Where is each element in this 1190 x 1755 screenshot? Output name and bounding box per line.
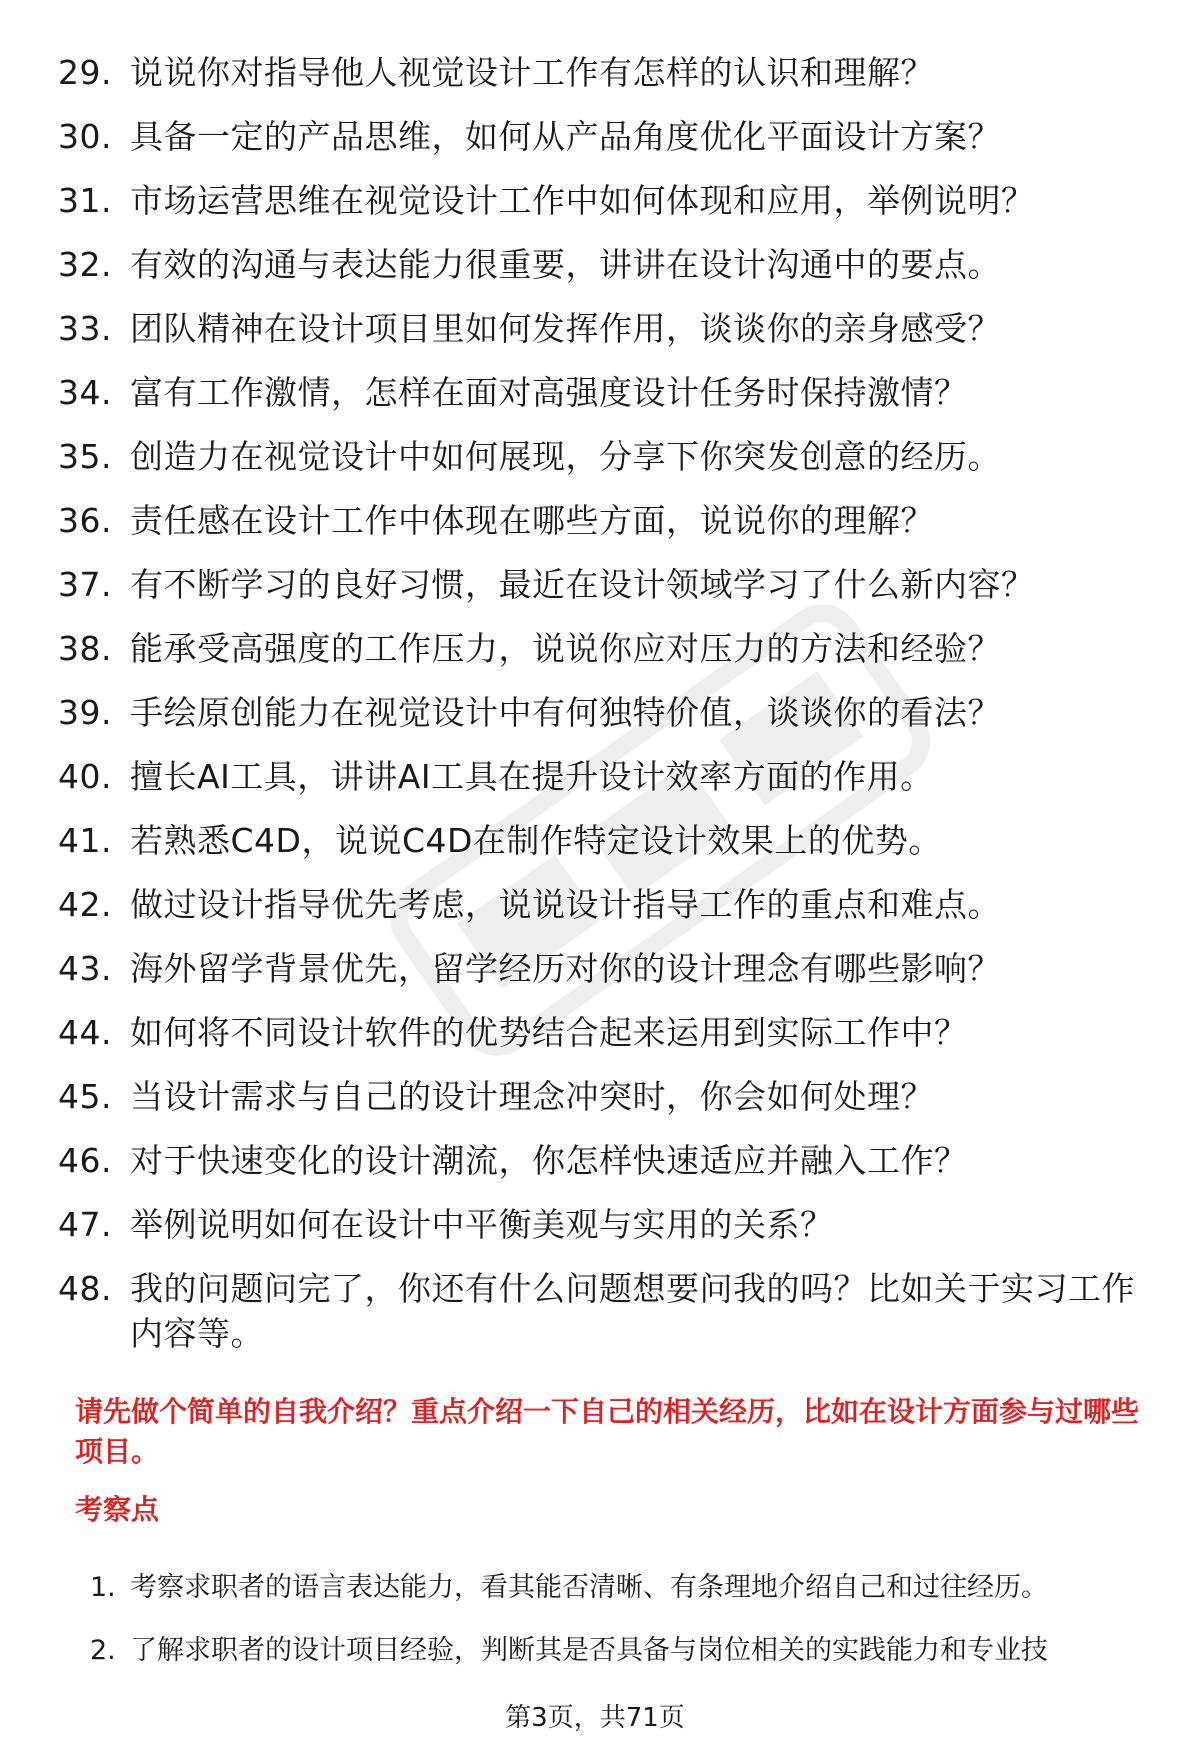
question-item — [58, 690, 1158, 735]
question-item — [58, 434, 1158, 479]
question-number: 42. — [58, 885, 112, 924]
question-text: 对于快速变化的设计潮流，你怎样快速适应并融入工作？ — [130, 1141, 968, 1180]
question-number: 41. — [58, 821, 112, 860]
question-number: 29. — [58, 53, 112, 92]
point-number: 2. — [90, 1635, 116, 1666]
assessment-point — [90, 1631, 1180, 1671]
question-text: 责任感在设计工作中体现在哪些方面，说说你的理解？ — [130, 501, 934, 540]
section-title: 考察点 — [75, 1493, 160, 1526]
point-text: 了解求职者的设计项目经验，判断其是否具备与岗位相关的实践能力和专业技 — [130, 1635, 1048, 1666]
page-footer: 第3页，共71页 — [505, 1703, 685, 1733]
question-item — [58, 306, 1158, 351]
question-text: 富有工作激情，怎样在面对高强度设计任务时保持激情？ — [130, 373, 968, 412]
question-text: 说说你对指导他人视觉设计工作有怎样的认识和理解？ — [130, 53, 934, 92]
question-item — [58, 626, 1158, 671]
question-number: 36. — [58, 501, 112, 540]
question-number: 33. — [58, 309, 112, 348]
question-item — [58, 114, 1158, 159]
question-text: 我的问题问完了，你还有什么问题想要问我的吗？比如关于实习工作内容等。 — [130, 1269, 1135, 1353]
question-item — [58, 242, 1158, 287]
question-item — [58, 50, 1158, 95]
question-text: 当设计需求与自己的设计理念冲突时，你会如何处理？ — [130, 1077, 934, 1116]
question-text: 具备一定的产品思维，如何从产品角度优化平面设计方案？ — [130, 117, 1001, 156]
question-item — [58, 1202, 1158, 1247]
question-item — [58, 882, 1158, 927]
question-text: 做过设计指导优先考虑，说说设计指导工作的重点和难点。 — [130, 885, 1001, 924]
question-number: 30. — [58, 117, 112, 156]
question-number: 39. — [58, 693, 112, 732]
question-item — [58, 498, 1158, 543]
question-item — [58, 754, 1158, 799]
question-text: 擅长AI工具，讲讲AI工具在提升设计效率方面的作用。 — [130, 757, 934, 796]
question-number: 47. — [58, 1205, 112, 1244]
question-text: 市场运营思维在视觉设计工作中如何体现和应用，举例说明？ — [130, 181, 1035, 220]
question-text: 有效的沟通与表达能力很重要，讲讲在设计沟通中的要点。 — [130, 245, 1001, 284]
question-text: 团队精神在设计项目里如何发挥作用，谈谈你的亲身感受？ — [130, 309, 1001, 348]
question-number: 35. — [58, 437, 112, 476]
point-text: 考察求职者的语言表达能力，看其能否清晰、有条理地介绍自己和过往经历。 — [130, 1572, 1048, 1603]
assessment-point-list — [90, 1568, 1180, 1694]
question-number: 46. — [58, 1141, 112, 1180]
question-item — [58, 1138, 1158, 1183]
question-text: 海外留学背景优先，留学经历对你的设计理念有哪些影响？ — [130, 949, 1001, 988]
question-item — [58, 1074, 1158, 1119]
question-item — [58, 562, 1158, 607]
question-text: 若熟悉C4D，说说C4D在制作特定设计效果上的优势。 — [130, 821, 942, 860]
assessment-point — [90, 1568, 1180, 1608]
question-item — [58, 1266, 1158, 1356]
question-item — [58, 818, 1158, 863]
question-list — [58, 50, 1158, 1375]
question-text: 如何将不同设计软件的优势结合起来运用到实际工作中？ — [130, 1013, 968, 1052]
question-number: 44. — [58, 1013, 112, 1052]
question-item — [58, 1010, 1158, 1055]
question-number: 43. — [58, 949, 112, 988]
question-number: 38. — [58, 629, 112, 668]
question-text: 手绘原创能力在视觉设计中有何独特价值，谈谈你的看法？ — [130, 693, 1001, 732]
question-number: 31. — [58, 181, 112, 220]
question-number: 48. — [58, 1269, 112, 1308]
question-item — [58, 946, 1158, 991]
question-text: 能承受高强度的工作压力，说说你应对压力的方法和经验？ — [130, 629, 1001, 668]
question-item — [58, 178, 1158, 223]
question-number: 37. — [58, 565, 112, 604]
question-text: 有不断学习的良好习惯，最近在设计领域学习了什么新内容？ — [130, 565, 1035, 604]
question-text: 举例说明如何在设计中平衡美观与实用的关系？ — [130, 1205, 834, 1244]
point-number: 1. — [90, 1572, 116, 1603]
question-number: 34. — [58, 373, 112, 412]
question-text: 创造力在视觉设计中如何展现，分享下你突发创意的经历。 — [130, 437, 1001, 476]
question-number: 32. — [58, 245, 112, 284]
focus-question: 请先做个简单的自我介绍？重点介绍一下自己的相关经历，比如在设计方面参与过哪些项目。 — [75, 1395, 1140, 1468]
question-number: 40. — [58, 757, 112, 796]
question-item — [58, 370, 1158, 415]
question-number: 45. — [58, 1077, 112, 1116]
